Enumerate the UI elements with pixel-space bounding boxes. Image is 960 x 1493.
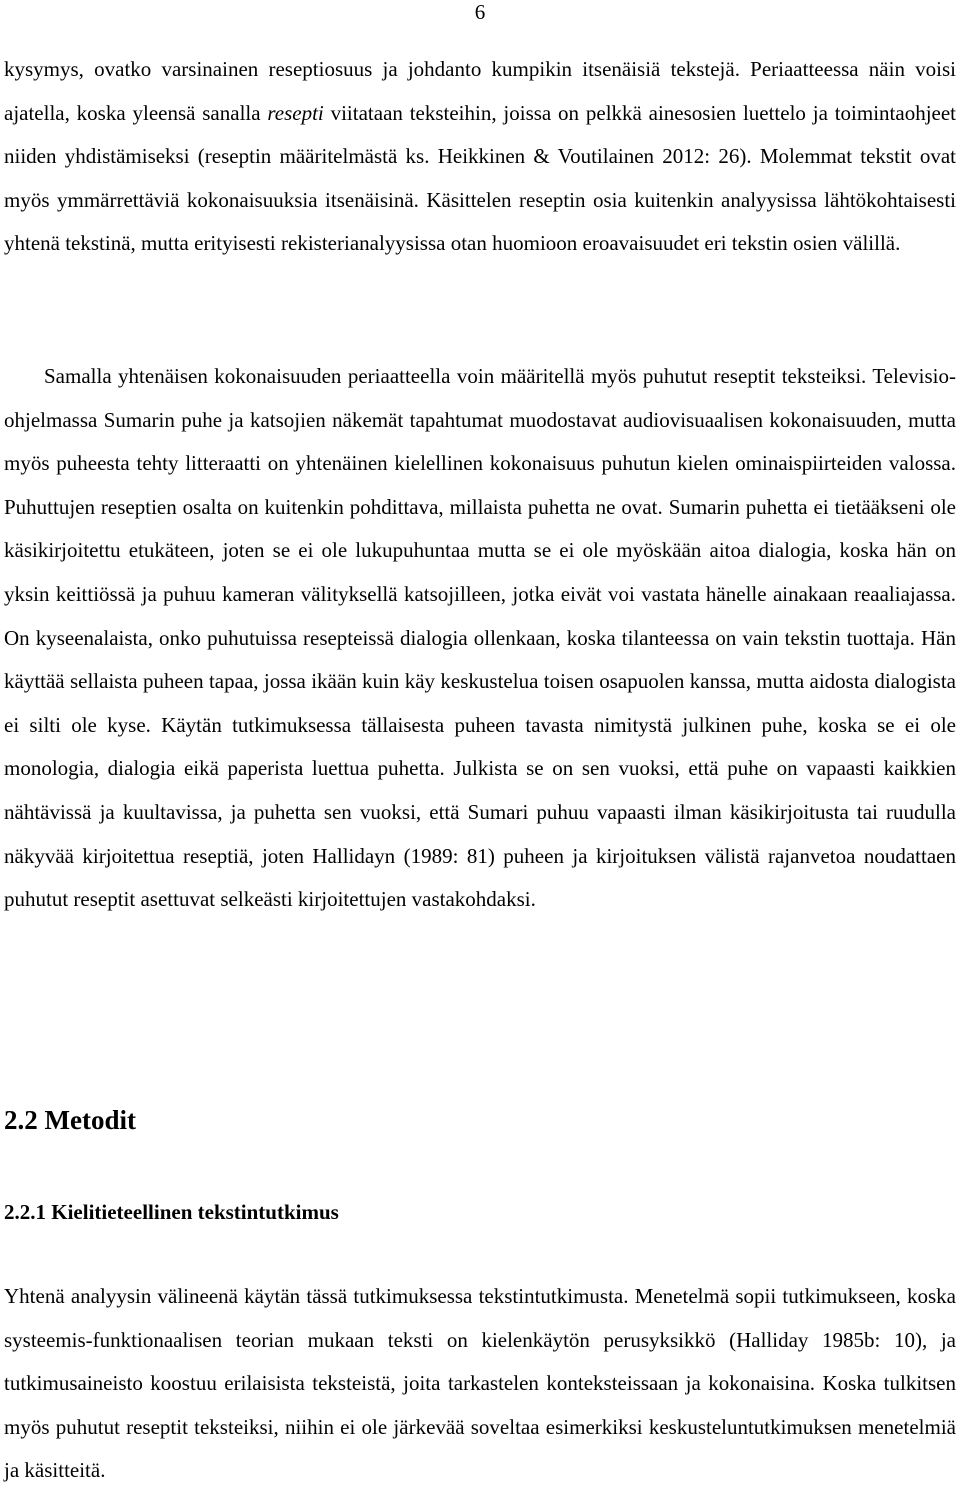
page-number: 6 xyxy=(474,0,486,24)
subsection-heading: 2.2.1 Kielitieteellinen tekstintutkimus xyxy=(4,1200,339,1224)
body-paragraph-1 xyxy=(4,48,956,266)
body-paragraph-2: Samalla yhtenäisen kokonaisuuden periaatteella voin määritellä myös puhutut reseptit teksteiksi. Televisio-ohjelmassa Sumarin puhe ja katsojien näkemät tapahtumat muodostavat audiovisuaalisen kokonaisuuden, mutta myös puheesta tehty litteraatti on yhtenäinen kielellinen kokonaisuus puhutun kielen ominaispiirteiden valossa. Puhuttujen reseptien osalta on kuitenkin pohdittava, millaista puhetta ne ovat. Sumarin puhetta ei tietääkseni ole käsikirjoitettu etukäteen, joten se ei ole lukupuhuntaa mutta se ei ole myöskään aitoa dialogia, koska hän on yksin keittiössä ja puhuu kameran välityksellä katsojilleen, jotka eivät voi vastata hänelle ainakaan reaaliajassa. On kyseenalaista, onko puhutuissa resepteissä dialogia ollenkaan, koska tilanteessa on vain tekstin tuottaja. Hän käyttää sellaista puheen tapaa, jossa ikään kuin käy keskustelua toisen osapuolen kanssa, mutta aidosta dialogista ei silti ole kyse. Käytän tutkimuksessa tällaisesta puheen tavasta nimitystä julkinen puhe, koska se ei ole monologia, dialogia eikä paperista luettua puhetta. Julkista se on sen vuoksi, että puhe on vapaasti kaikkien nähtävissä ja kuultavissa, ja puhetta sen vuoksi, että Sumari puhuu vapaasti ilman käsikirjoitusta tai ruudulla näkyvää kirjoitettua reseptiä, joten Hallidayn (1989: 81) puheen ja kirjoituksen välistä rajanvetoa noudattaen puhutut reseptit asettuvat selkeästi kirjoitettujen vastakohdaksi. xyxy=(4,364,956,912)
paragraph-1-text-b: viitataan teksteihin, joissa on pelkkä ainesosien luettelo ja toimintaohjeet niiden yhdistämiseksi (reseptin määritelmästä ks. Heikkinen & Voutilainen 2012: 26). Molemmat tekstit ovat myös ymmärrettäviä kokonaisuuksia itsenäisinä. Käsittelen reseptin osia kuitenkin analyysissa lähtökohtaisesti yhtenä tekstinä, mutta erityisesti rekisterianalyysissa otan huomioon eroavaisuudet eri tekstin osien välillä. xyxy=(4,100,956,256)
paragraph-1-text-a: kysymys, ovatko varsinainen reseptiosuus ja johdanto kumpikin itsenäisiä tekstejä. Periaatteessa näin voisi ajatella, koska yleensä sanalla xyxy=(4,57,956,125)
body-paragraph-3: Yhtenä analyysin välineenä käytän tässä tutkimuksessa tekstintutkimusta. Menetelmä sopii tutkimukseen, koska systeemis-funktionaalisen teorian mukaan teksti on kielenkäytön perusyksikkö (Halliday 1985b: 10), ja tutkimusaineisto koostuu erilaisista teksteistä, joita tarkastelen konteksteissaan ja kokonaisina. Koska tulkitsen myös puhutut reseptit teksteiksi, niihin ei ole järkevää soveltaa esimerkiksi keskusteluntutkimuksen menetelmiä ja käsitteitä. xyxy=(4,1284,956,1483)
paragraph-1-italic-term: resepti xyxy=(267,100,324,125)
section-heading: 2.2 Metodit xyxy=(4,1105,136,1135)
